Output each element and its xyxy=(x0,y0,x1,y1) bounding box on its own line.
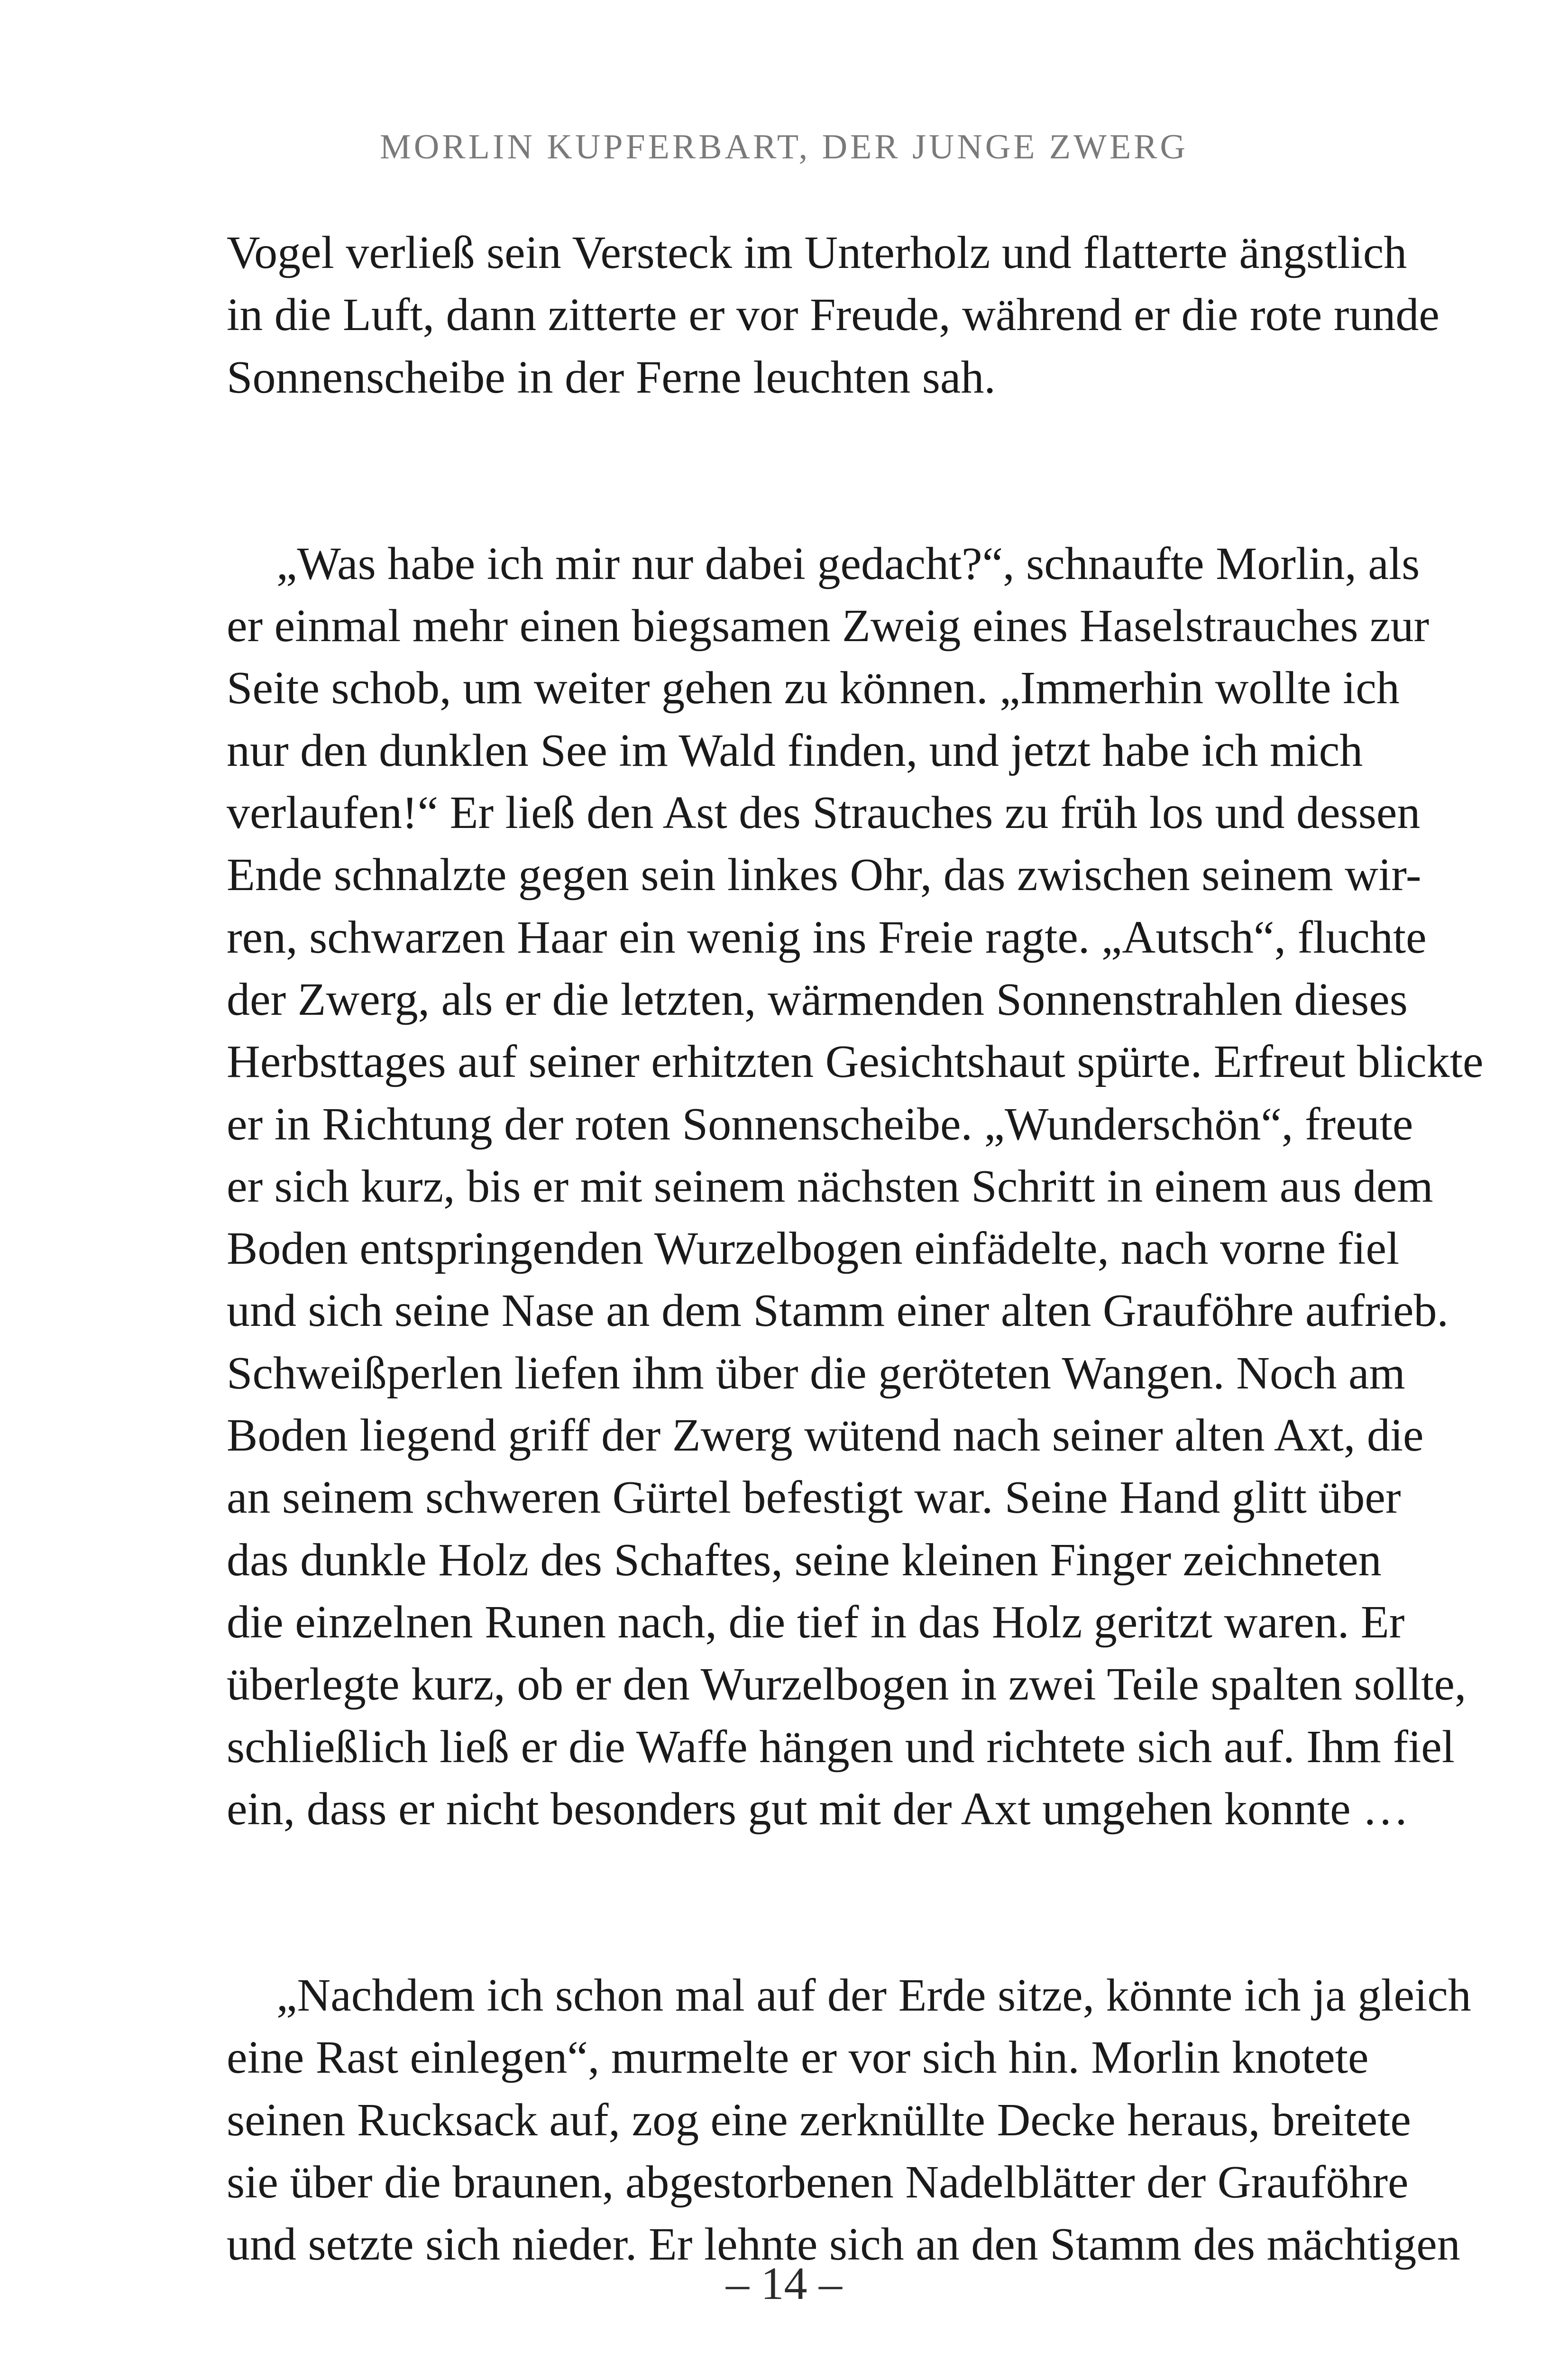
text-line: sie über die braunen, abgestorbenen Nadelblätter der Grauföhre xyxy=(227,2157,1409,2208)
text-line: „Nachdem ich schon mal auf der Erde sitze, könnte ich ja gleich xyxy=(276,1970,1471,2022)
text-line: er einmal mehr einen biegsamen Zweig eines Haselstrauches zur xyxy=(227,600,1430,652)
text-line: seinen Rucksack auf, zog eine zerknüllte Decke heraus, breitete xyxy=(227,2094,1411,2146)
text-line: Ende schnalzte gegen sein linkes Ohr, das zwischen seinem wir- xyxy=(227,849,1421,901)
paragraph-1 xyxy=(227,222,1440,409)
text-line: verlaufen!“ Er ließ den Ast des Strauches zu früh los und dessen xyxy=(227,787,1421,839)
text-line: überlegte kurz, ob er den Wurzelbogen in zwei Teile spalten sollte, xyxy=(227,1659,1467,1710)
page-number: – 14 – xyxy=(726,2258,842,2309)
paragraph-spacer xyxy=(227,409,1342,533)
paragraph-spacer xyxy=(227,1840,1342,1965)
text-line: das dunkle Holz des Schaftes, seine kleinen Finger zeichneten xyxy=(227,1534,1382,1586)
text-line: „Was habe ich mir nur dabei gedacht?“, schnaufte Morlin, als xyxy=(276,538,1420,589)
text-line: er sich kurz, bis er mit seinem nächsten Schritt in einem aus dem xyxy=(227,1160,1433,1212)
paragraph-3 xyxy=(227,1965,1471,2276)
text-line: und setzte sich nieder. Er lehnte sich an den Stamm des mächtigen xyxy=(227,2219,1460,2270)
text-line: Boden entspringenden Wurzelbogen einfädelte, nach vorne fiel xyxy=(227,1223,1400,1275)
text-line: eine Rast einlegen“, murmelte er vor sich hin. Morlin knotete xyxy=(227,2032,1369,2084)
text-line: Sonnenscheibe in der Ferne leuchten sah. xyxy=(227,351,996,403)
text-line: Vogel verließ sein Versteck im Unterholz und flatterte ängstlich xyxy=(227,227,1407,278)
text-line: die einzelnen Runen nach, die tief in das Holz geritzt waren. Er xyxy=(227,1596,1405,1648)
text-line: er in Richtung der roten Sonnenscheibe. „Wunderschön“, freute xyxy=(227,1098,1413,1150)
text-line: ren, schwarzen Haar ein wenig ins Freie ragte. „Autsch“, fluchte xyxy=(227,911,1427,963)
text-line: Schweißperlen liefen ihm über die geröteten Wangen. Noch am xyxy=(227,1347,1405,1399)
running-head: MORLIN KUPFERBART, DER JUNGE ZWERG xyxy=(380,128,1188,166)
text-line: ein, dass er nicht besonders gut mit der Axt umgehen konnte … xyxy=(227,1783,1409,1835)
text-line: an seinem schweren Gürtel befestigt war. Seine Hand glitt über xyxy=(227,1472,1401,1524)
text-line: in die Luft, dann zitterte er vor Freude, während er die rote runde xyxy=(227,289,1440,341)
text-line: Seite schob, um weiter gehen zu können. „Immerhin wollte ich xyxy=(227,662,1400,714)
text-line: der Zwerg, als er die letzten, wärmenden Sonnenstrahlen dieses xyxy=(227,974,1408,1025)
text-line: nur den dunklen See im Wald finden, und jetzt habe ich mich xyxy=(227,725,1363,776)
text-line: Boden liegend griff der Zwerg wütend nach seiner alten Axt, die xyxy=(227,1410,1424,1461)
paragraph-2 xyxy=(227,533,1484,1840)
text-line: und sich seine Nase an dem Stamm einer alten Grauföhre aufrieb. xyxy=(227,1285,1449,1337)
body-text xyxy=(227,222,1484,2276)
text-line: schließlich ließ er die Waffe hängen und richtete sich auf. Ihm fiel xyxy=(227,1721,1455,1773)
text-line: Herbsttages auf seiner erhitzten Gesichtshaut spürte. Erfreut blickte xyxy=(227,1036,1484,1088)
